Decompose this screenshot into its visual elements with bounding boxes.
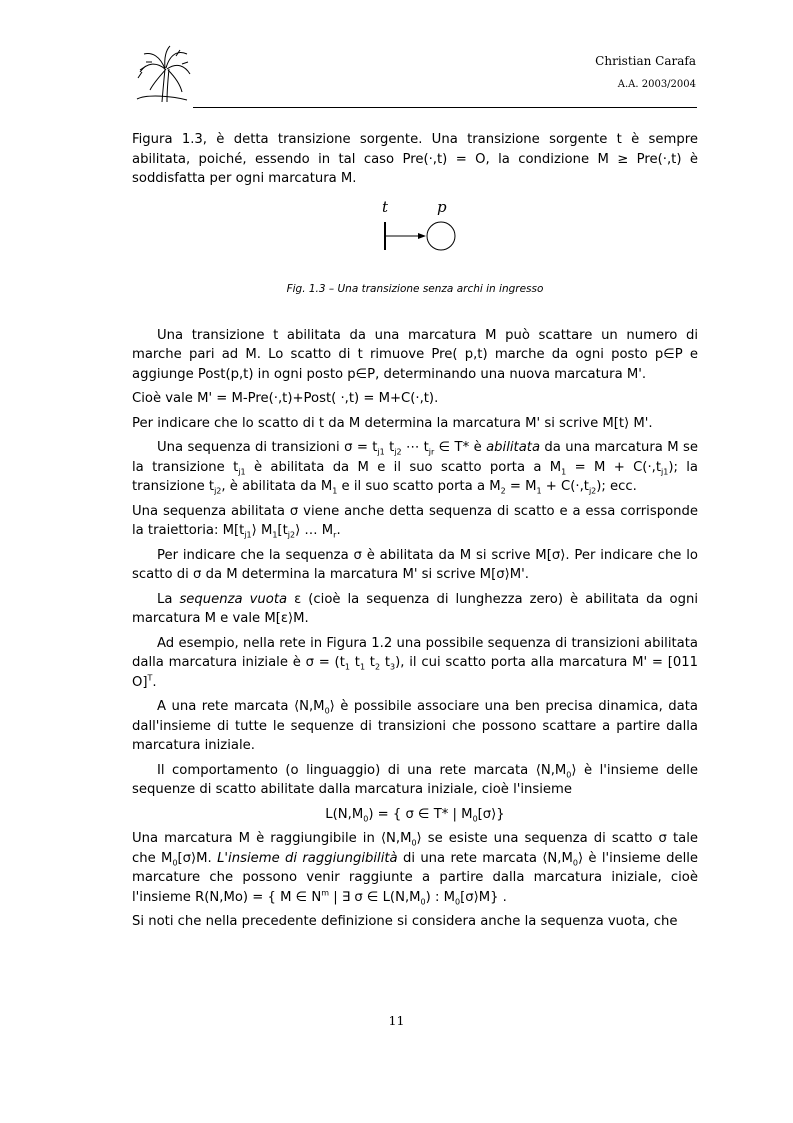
place-circle xyxy=(427,222,455,250)
paragraph-3: Cioè vale M' = M-Pre(·,t)+Post( ·,t) = M+C(·,t). xyxy=(132,391,439,406)
paragraph-13: Si noti che nella precedente definizione si considera anche la sequenza vuota, che xyxy=(132,914,678,929)
paragraph-4: Per indicare che lo scatto di t da M determina la marcatura M' si scrive M[t⟩ M'. xyxy=(132,415,653,431)
header-author: Christian Carafa xyxy=(595,54,696,68)
figure-caption: Fig. 1.3 – Una transizione senza archi in ingresso xyxy=(286,283,544,295)
paragraph-12: Una marcatura M è raggiungibile in $⟨N,M_0⟩$ se esiste una sequenza di scatto σ tale che $M_0[\sigma⟩M$. L'insieme di raggiungibilità di una rete marcata $⟨N,M_0⟩$ è l'insieme delle marcature che possono venir raggiunte a partire dalla marcatura iniziale, cioè l'insieme R(N,Mo) = { M ∈ $N^m$ | ∃ σ ∈ $L(N,M_0)$ : $M_0[\sigma⟩M\}$ . xyxy=(132,831,699,907)
paragraph-2: Una transizione t abilitata da una marcatura M può scattare un numero di marche pari ad M. Lo scatto di t rimuove Pre( p,t) marche da ogni posto p∈P e aggiunge Post(p,t) in ogni posto p∈P, determinando una nuova marcatura M'. xyxy=(132,327,698,382)
formula-language: $L(N,M_0)$ = { σ ∈ T* | $M_0[\sigma⟩\}$ xyxy=(325,806,505,824)
figure-1-3 xyxy=(132,198,698,260)
header-rule xyxy=(193,107,697,108)
paragraph-7: Per indicare che la sequenza σ è abilitata da M si scrive M[σ⟩. Per indicare che lo scatto di σ da M determina la marcatura M' si scrive M[σ⟩M'. xyxy=(132,547,698,582)
paragraph-6: Una sequenza abilitata σ viene anche detta sequenza di scatto e a essa corrisponde la traiettoria: $M[t_{j1}⟩$ $M_1[t_{j2}⟩$ … $M_r$. xyxy=(132,503,698,540)
arrow-head xyxy=(418,233,426,239)
paragraph-1: Figura 1.3, è detta transizione sorgente. Una transizione sorgente t è sempre abilitata, poiché, essendo in tal caso Pre(·,t) = O, la condizione M ≥ Pre(·,t) è soddisfatta per ogni marcatura M. xyxy=(132,132,698,186)
figure-label-t: t xyxy=(382,197,389,216)
palm-tree-logo xyxy=(132,44,192,104)
paragraph-9: Ad esempio, nella rete in Figura 1.2 una possibile sequenza di transizioni abilitata dalla marcatura iniziale è $\sigma = (t_1$ $t_1$ $t_2$ $t_3$), il cui scatto porta alla marcatura M' = [011 O]$^T$. xyxy=(132,635,699,690)
paragraph-11: Il comportamento (o linguaggio) di una rete marcata $⟨N,M_0⟩$ è l'insieme delle sequenze di scatto abilitate dalla marcatura iniziale, cioè l'insieme xyxy=(132,762,698,797)
page-number: 11 xyxy=(388,1013,405,1028)
paragraph-5: Una sequenza di transizioni $\sigma = t_{j1}$ $t_{j2}$ ⋯ $t_{jr}$ ∈ T* è abilitata da una marcatura M se la transizione $t_{j1}$ è abilitata da M e il suo scatto porta a $M_1 = M + C(\cdot,t_{j1})$; la transizione $t_{j2}$, è abilitata da $M_1$ e il suo scatto porta a $M_2 = M_1 + C(\cdot,t_{j2})$; ecc. xyxy=(132,440,699,496)
figure-label-p: p xyxy=(437,197,447,216)
paragraph-8: La sequenza vuota ε (cioè la sequenza di lunghezza zero) è abilitata da ogni marcatura M e vale M[ε⟩M. xyxy=(132,591,699,626)
header-year: A.A. 2003/2004 xyxy=(617,79,696,90)
paragraph-10: A una rete marcata $⟨N,M_0⟩$ è possibile associare una ben precisa dinamica, data dall'insieme di tutte le sequenze di transizioni che possono scattare a partire dalla marcatura iniziale. xyxy=(132,699,698,753)
page-content xyxy=(132,130,698,937)
